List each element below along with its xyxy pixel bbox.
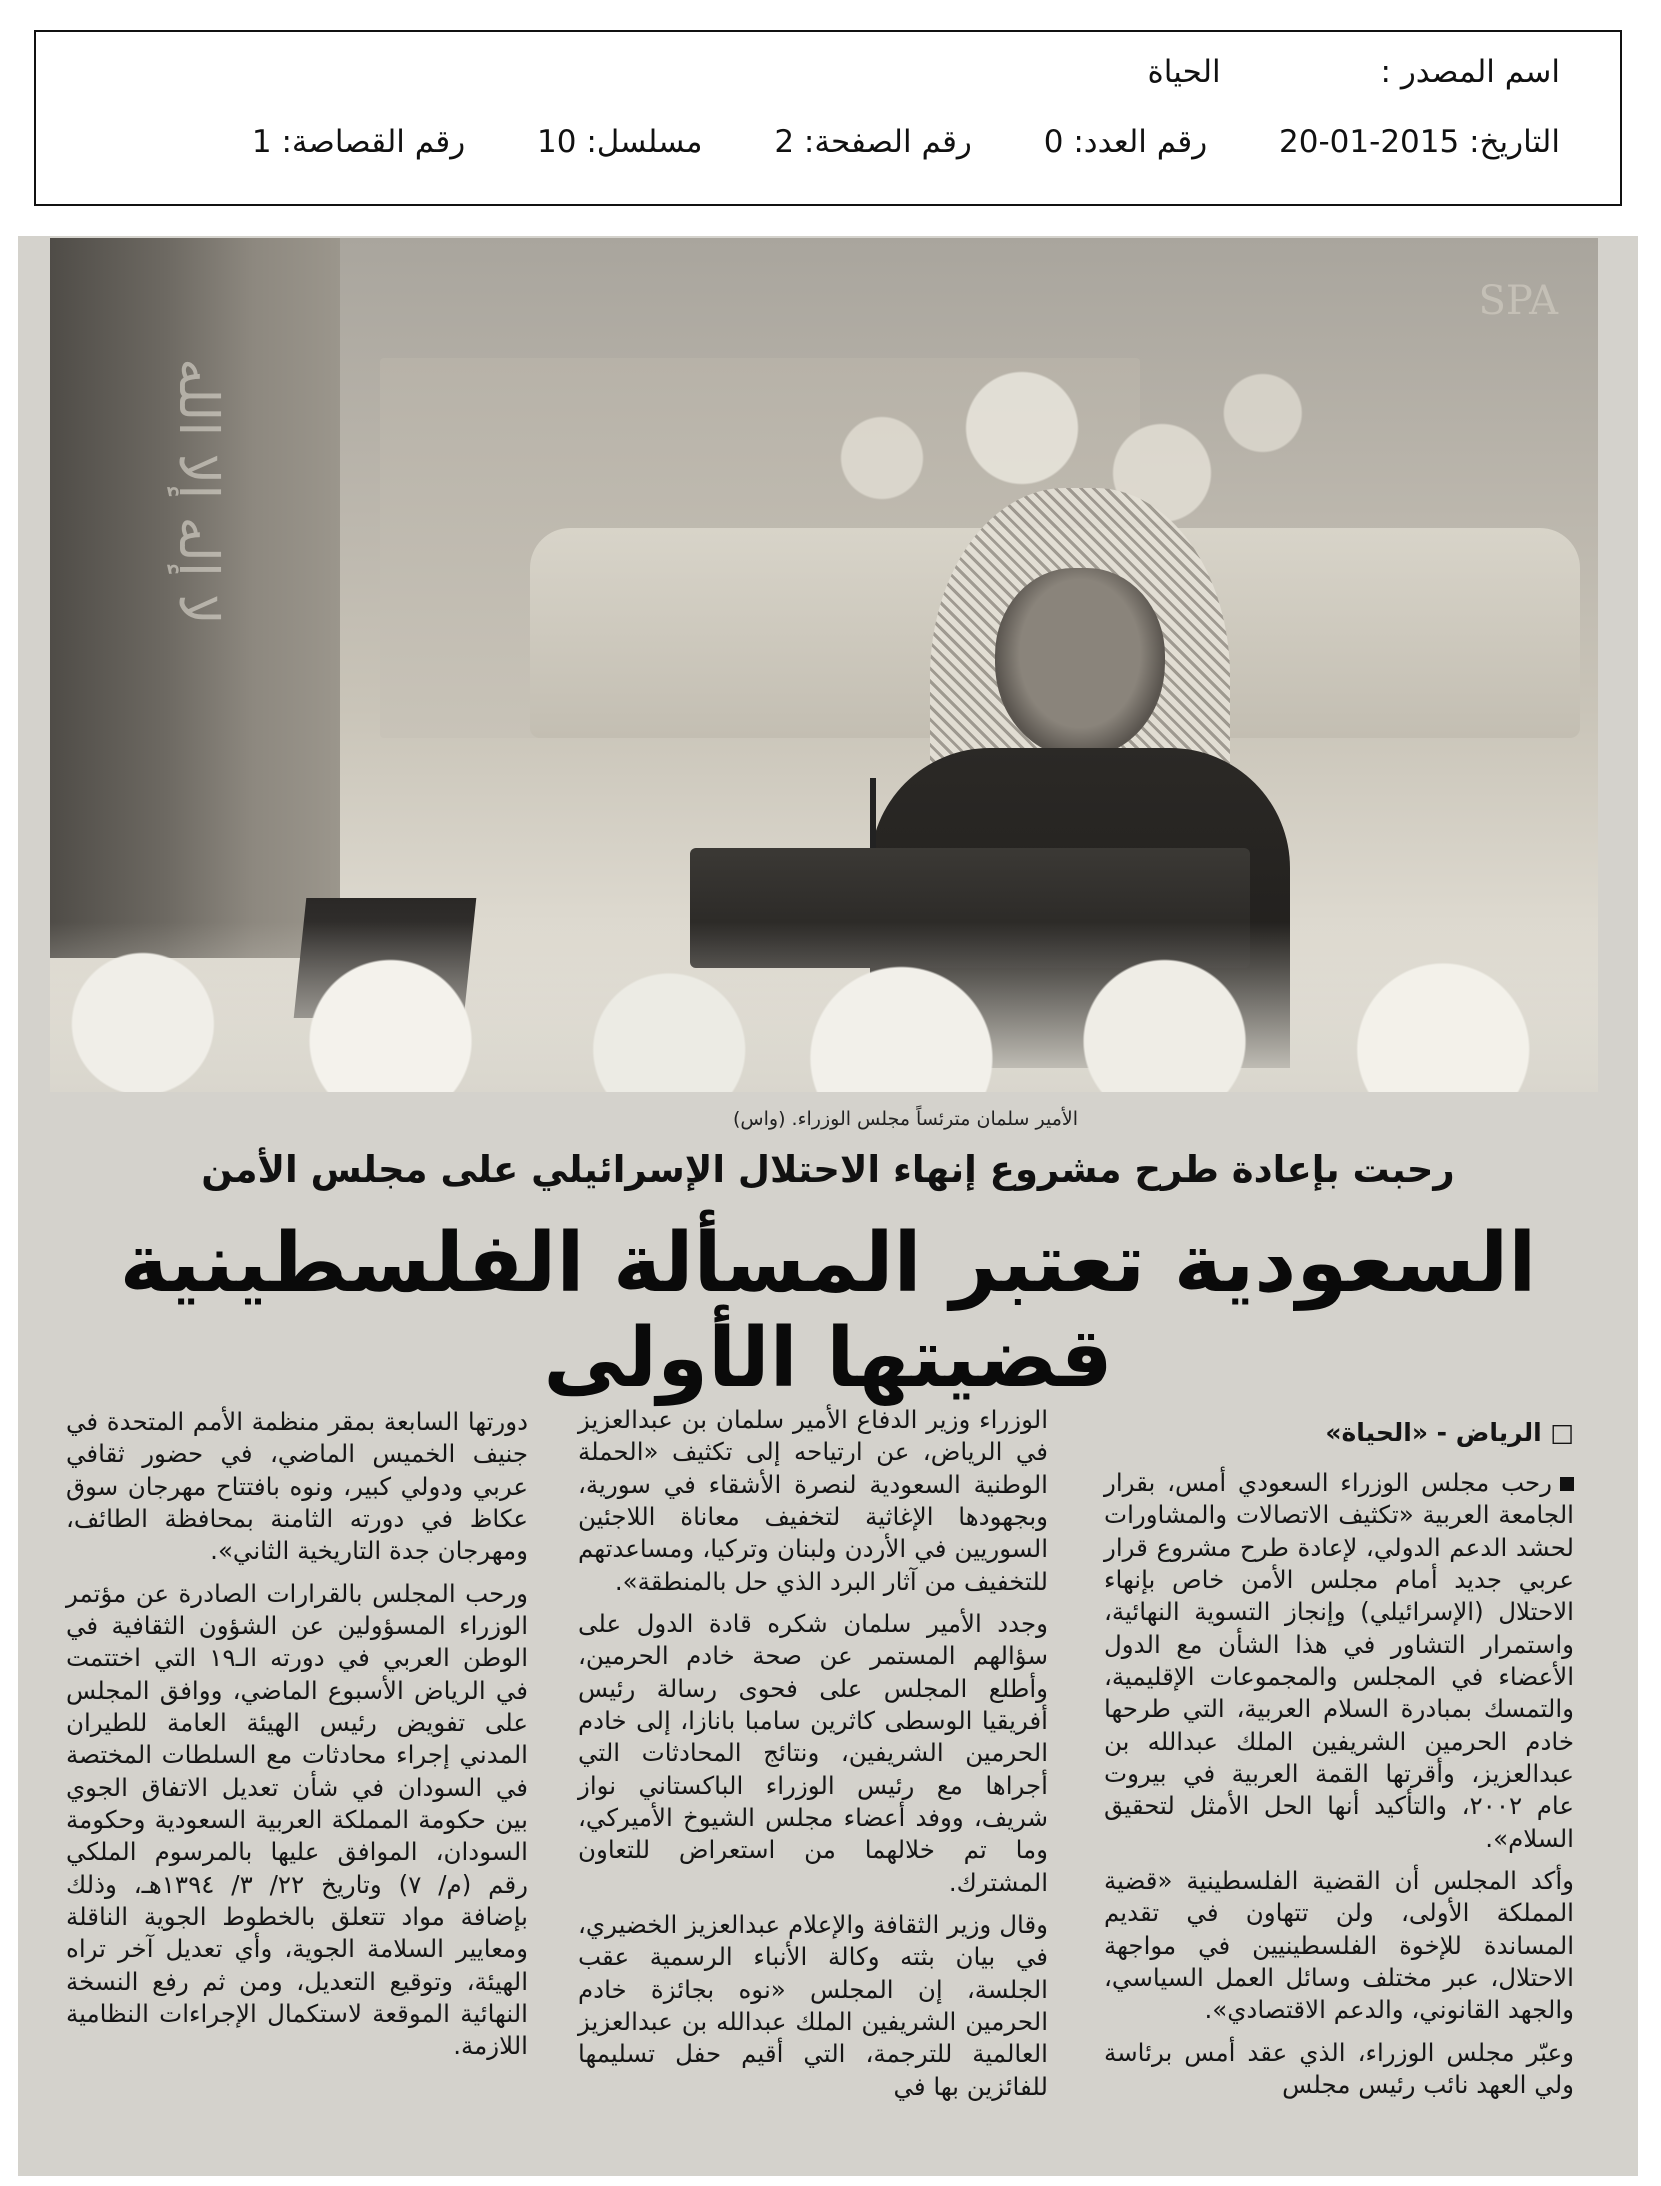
paragraph (1104, 1467, 1574, 1855)
clipping-header (34, 30, 1622, 206)
serial-value: 10 (537, 124, 577, 160)
issue-field (1044, 124, 1207, 160)
date-label: التاريخ: (1469, 124, 1560, 160)
paragraph: وجدد الأمير سلمان شكره قادة الدول على سؤالهم المستمر عن صحة خادم الحرمين، وأطلع المجلس على فحوى رسالة رئيس أفريقيا الوسطى كاثرين سامبا بانازا، إلى خادم الحرمين الشريفين، ونتائج المحادثات التي أجراها مع رئيس الوزراء الباكستاني نواز شريف، ووفد أعضاء مجلس الشيوخ الأميركي، وما تم خلالهما من استعراض للتعاون المشترك. (578, 1608, 1048, 1897)
paragraph: الوزراء وزير الدفاع الأمير سلمان بن عبدالعزيز في الرياض، عن ارتياحه إلى تكثيف «الحملة الوطنية السعودية لنصرة الأشقاء في سورية، وبجهودها الإغاثية لتخفيف معاناة اللاجئين السوريين في الأردن ولبنان وتركيا، ومساعدتهم للتخفيف من آثار البرد الذي حل بالمنطقة». (578, 1405, 1048, 1596)
issue-value: 0 (1043, 124, 1064, 160)
column-left (66, 1406, 528, 2073)
headline: السعودية تعتبر المسألة الفلسطينية قضيتها الأولى (119, 1216, 1537, 1406)
clip-label: رقم القصاصة: (281, 124, 466, 160)
issue-label: رقم العدد: (1073, 124, 1208, 160)
date-value: 2015-01-20 (1279, 124, 1460, 160)
paragraph: ورحب المجلس بالقرارات الصادرة عن مؤتمر الوزراء المسؤولين عن الشؤون الثقافية في الوطن العربي في دورته الـ١٩ التي اختتمت في الرياض الأسبوع الماضي، ووافق المجلس على تفويض رئيس الهيئة العامة للطيران المدني إجراء محادثات مع السلطات المختصة في السودان في شأن تعديل الاتفاق الجوي بين حكومة المملكة العربية السعودية وحكومة السودان، الموافق عليها بالمرسوم الملكي رقم (م/ ٧) وتاريخ ٢٢/ ٣/ ١٣٩٤هـ، وذلك بإضافة مواد تتعلق بالخطوط الجوية الناقلة ومعايير السلامة الجوية، وأي تعديل آخر تراه الهيئة، وتوقيع التعديل، ومن ثم رفع النسخة النهائية الموقعة لاستكمال الإجراءات النظامية اللازمة. (66, 1578, 529, 2061)
serial-label: مسلسل: (586, 124, 703, 160)
foreground-flowers (50, 922, 1598, 1092)
serial-field (537, 124, 702, 160)
paragraph: وأكد المجلس أن القضية الفلسطينية «قضية المملكة الأولى، ولن تتهاون في تقديم المساندة للإخوة الفلسطينيين في مواجهة الاحتلال، عبر مختلف وسائل العمل السياسي، والجهد القانوني، والدعم الاقتصادي». (1104, 1865, 1574, 2025)
meta-row (252, 124, 1560, 160)
paragraph-text: رحب مجلس الوزراء السعودي أمس، بقرار الجامعة العربية «تكثيف الاتصالات والمشاورات لحشد الدعم الدولي، لإعادة طرح مشروع قرار عربي جديد أمام مجلس الأمن خاص بإنهاء الاحتلال (الإسرائيلي) وإنجاز التسوية النهائية، واستمرار التشاور في هذا الشأن مع الدول الأعضاء في المجلس والمجموعات الإقليمية، والتمسك بمبادرة السلام العربية، التي طرحها خادم الحرمين الشريفين الملك عبدالله بن عبدالعزيز، وأقرتها القمة العربية في بيروت عام ٢٠٠٢، والتأكيد أنها الحل الأمثل لتحقيق السلام». (1104, 1468, 1574, 1853)
bullet-icon (1560, 1477, 1574, 1491)
clip-field (252, 124, 465, 160)
page-value: 2 (774, 124, 795, 160)
page-field (774, 124, 972, 160)
paragraph: وعبّر مجلس الوزراء، الذي عقد أمس برئاسة ولي العهد نائب رئيس مجلس (1104, 2037, 1574, 2099)
dateline: □ الرياض - «الحياة» (1325, 1418, 1574, 1447)
date-field (1279, 124, 1560, 160)
clip-value: 1 (251, 124, 272, 160)
paragraph: دورتها السابعة بمقر منظمة الأمم المتحدة في جنيف الخميس الماضي، في حضور ثقافي عربي ودولي كبير، ونوه بافتتاح مهرجان سوق عكاظ في دورته الثامنة بمحافظة الطائف، ومهرجان جدة التاريخية الثاني». (66, 1407, 528, 1566)
source-row (1148, 54, 1560, 90)
column-middle (578, 1404, 1048, 2113)
article-photo (50, 238, 1598, 1092)
column-right (1104, 1416, 1574, 2111)
page-label: رقم الصفحة: (803, 124, 972, 160)
source-value: الحياة (1147, 54, 1221, 90)
agency-watermark: SPA (1478, 278, 1558, 324)
paragraph: وقال وزير الثقافة والإعلام عبدالعزيز الخضيري، في بيان بثته وكالة الأنباء الرسمية عقب الجلسة، إن المجلس «نوه بجائزة خادم الحرمين الشريفين الملك عبدالله بن عبدالعزيز العالمية للترجمة، التي أقيم حفل تسليمها للفائزين بها في (578, 1909, 1048, 2101)
source-label: اسم المصدر : (1380, 54, 1560, 90)
newspaper-clipping (18, 236, 1638, 2176)
subheadline: رحبت بإعادة طرح مشروع إنهاء الاحتلال الإسرائيلي على مجلس الأمن (201, 1148, 1455, 1191)
photo-caption: الأمير سلمان مترئساً مجلس الوزراء. (واس) (733, 1108, 1078, 1130)
face (995, 568, 1165, 758)
flag-calligraphy: لا إله إلا الله (167, 358, 230, 625)
